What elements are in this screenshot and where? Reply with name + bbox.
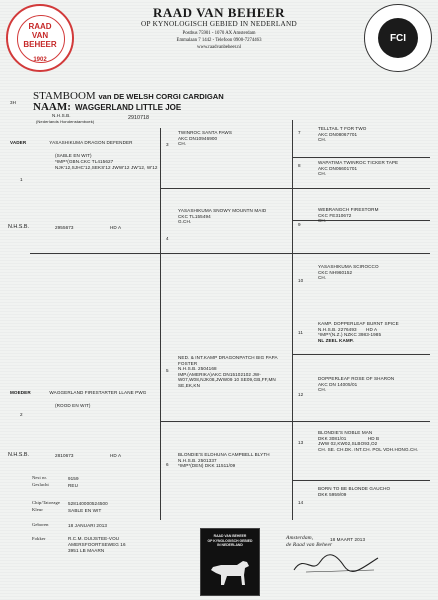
ancestor-title: CH. [318,171,327,177]
ancestor-title: G.CH. [178,219,192,225]
chip: 528140000524500 [68,501,108,506]
ancestor-name: BLONDIE'S NOBLE MAN [318,430,373,435]
nhsb-note: (Nederlands Hondenstamboek) [36,119,95,124]
ancestor-reg-value: DKK 3081/01 [318,435,347,441]
mid-bar [30,253,430,254]
dog-silhouette-icon [207,553,253,589]
moeder-hd: HD A [110,453,122,458]
signature-icon [286,548,386,578]
ancestor-title: NL ZEEL KAMP. [318,337,354,343]
logo-line-2: OP KYNOLOGISCH GEBIED [207,539,253,543]
ancestor-6 [178,452,288,469]
seal-year: 1902 [33,57,47,63]
ancestor-extra: IMP.(AMERIKA)AKC DN15102102 JW-W07,W08,NJK08,JWW09 10 SE09,GB,FF,MN SE,EK,KN [178,371,276,388]
ancestor-reg-value: N.H.S.B. 2276493 [318,326,357,332]
ancestor-title: CH. SE. CH.DK. INT.CH. POL VDH.HONG.CH. [318,446,419,452]
ancestor-name: YASASHIKUMA SCIROCCO [318,264,379,269]
ancestor-reg: CKC TL155494 [178,213,211,219]
ancestor-reg: AKC DN06601701 [318,165,358,171]
ancestor-num: 6 [166,462,169,467]
fokker-name: R.C.M. DUIJSTEE-VOU [68,536,120,541]
geslacht: REU [68,483,78,488]
nest-nr-label: Nest nr. [32,475,48,480]
corner-mark: 3H [10,100,17,105]
org-address-1: Postbus 75901 - 1070 AX Amsterdam [182,31,256,36]
gen2-bar-2 [160,421,430,422]
moeder-color: (ROOD EN WIT) [55,403,91,408]
sign-place: Amsterdam, [286,535,314,541]
ancestor-9 [318,207,430,224]
ancestor-reg: CKC NH960152 [318,269,353,275]
org-name: RAAD VAN BEHEER [153,5,285,20]
ancestor-extra: *IMP*(N.Z.) NZKC 3983-1985 [318,332,382,338]
stamboom-label: STAMBOOM [33,90,96,102]
ancestor-num: 13 [298,440,304,445]
ancestor-num: 12 [298,392,304,397]
ancestor-reg: AKC DN08067701 [318,131,358,137]
ancestor-title: CH. [178,141,187,147]
vader-num: 1 [20,177,23,182]
ancestor-reg: AKC DN 14005/01 [318,381,358,387]
vader-block [10,140,160,146]
divider-gen2-3 [292,120,293,520]
nest-nr: 9159 [68,476,79,481]
seal-line-3: BEHEER [23,40,57,49]
ancestor-8 [318,160,430,177]
geboren-label: Geboren [32,522,49,527]
org-website: www.raadvanbeheer.nl [197,45,241,50]
vader-nhsb: 2955673 [55,225,74,230]
ancestor-7 [318,126,430,143]
sign-date: 18 MAART 2013 [330,537,366,542]
ancestor-name: TELLTAIL T FOR TWO [318,126,367,131]
breed-name: van DE WELSH CORGI CARDIGAN [98,92,224,101]
ancestor-name: NED. & INT.KAMP DRAGONPATCH BIG PAPA FOSTER [178,355,278,366]
ancestor-12 [318,376,430,393]
moeder-nhsb-label: N.H.S.B. [8,452,29,458]
ancestor-hd: HD A [366,326,378,332]
fokker-address-2: 3951 LB MAARN [68,548,105,553]
moeder-name: WAGGERLAND FIRESTARTER LLANE PWG [49,390,147,395]
ancestor-reg: AKC DN10946900 [178,135,218,141]
moeder-nhsb: 2810673 [55,453,74,458]
kleur: SABLE EN WIT [68,508,102,513]
ancestor-14 [318,486,430,497]
chip-label: Chip/Tatoeage [32,500,61,505]
org-address-2: Emmalaan 7 1442 - Telefoon 0900-7274463 [176,38,262,43]
seal-line-1: RAAD [28,22,52,31]
ancestor-title: CH. [318,218,327,224]
ancestor-name: BORN TO BE BLONDE GAUCHO [318,486,391,491]
ancestor-reg: CKC FE310672 [318,212,352,218]
vader-label: VADER [10,140,27,145]
ancestor-title: CH. [318,275,327,281]
gen3-bar-1 [292,157,430,158]
ancestor-hd: HD B [367,435,380,441]
ancestor-num: 14 [298,500,304,505]
ancestor-reg: N.H.S.B. 2504168 [178,366,217,372]
ancestor-name: WEBRANGCH FIRESTORM [318,207,379,212]
gen2-bar-1 [160,188,430,189]
ancestor-num: 7 [298,130,301,135]
gen3-bar-4 [292,480,430,481]
ancestor-title: CH. [318,387,327,393]
vader-color: (SABLE EN WIT) [55,153,92,158]
ancestor-num: 11 [298,330,303,335]
ancestor-4 [178,208,288,225]
ancestor-11 [318,321,432,343]
geboren: 18 JANUARI 2013 [68,523,108,528]
vader-titles: *IMP*(GBN.CKC TL415627 NJK'12,SJHC'12,SEKS'12 JWW'12 JW'12, W'12 [55,159,158,170]
ancestor-5 [178,355,290,389]
ancestor-name: TWINROC SANTA PAWS [178,130,233,135]
ancestor-num: 4 [166,236,169,241]
ancestor-title: CH. [318,137,327,143]
dog-nhsb-number: 2910718 [128,115,149,121]
moeder-block [10,390,160,396]
ancestor-name: YASASHIKUMA SNOWY MOUNTN MAID [178,208,267,213]
vader-hd: HD A [110,225,122,230]
ancestor-reg: DKK 5959/09 [318,491,347,497]
ancestor-3 [178,130,288,147]
logo-line-3: IN NEDERLAND [217,543,243,547]
kleur-label: Kleur [32,507,43,512]
ancestor-name: WAPATIMA TWINROC TICKER TAPE [318,160,399,165]
ancestor-10 [318,264,430,281]
ancestor-num: 9 [298,222,301,227]
naam-label: NAAM: [33,101,71,113]
ancestor-num: 10 [298,278,304,283]
ancestor-name: DOPPERLEAF ROSE OF SHARON [318,376,395,381]
ancestor-reg: N.H.S.B. 2501337 [178,457,217,463]
sign-by: de Raad van Beheer [286,542,333,548]
ancestor-name: KAMP. DOPPERLEAF BURNT SPICE [318,321,399,326]
geslacht-label: Geslacht [32,482,49,487]
logo-line-1: RAAD VAN BEHEER [213,534,247,538]
raad-van-beheer-logo [200,528,260,596]
seal-line-2: VAN [31,31,49,40]
nhsb-label: N.H.S.B. [52,113,71,118]
divider-gen1-2 [160,128,161,520]
ancestor-13 [318,430,430,452]
ancestor-num: 5 [166,368,169,373]
fokker-label: Fokker [32,536,46,541]
ancestor-num: 8 [298,163,301,168]
moeder-label: MOEDER [10,390,31,395]
ancestor-name: BLONDIE'S ELDHUNA CAMPBELL BLYTH [178,452,270,457]
ancestor-num: 3 [166,142,169,147]
fokker-address-1: AMERSFOORTSEWEG 16 [68,542,126,547]
vader-name: YASASHIKUMA DRAGON DEFENDER [49,140,133,145]
org-subtitle: OP KYNOLOGISCH GEBIED IN NEDERLAND [140,20,298,28]
gen3-bar-3 [292,354,430,355]
fci-label: FCI [389,33,407,44]
ancestor-extra: *IMP*(DEN) DKK 11511/09 [178,463,236,469]
moeder-num: 2 [20,412,23,417]
vader-nhsb-label: N.H.S.B. [8,224,29,230]
ancestor-extra: JWW 02,KW02,SLBO93,O2 [318,441,378,447]
dog-name: WAGGERLAND LITTLE JOE [75,103,182,112]
